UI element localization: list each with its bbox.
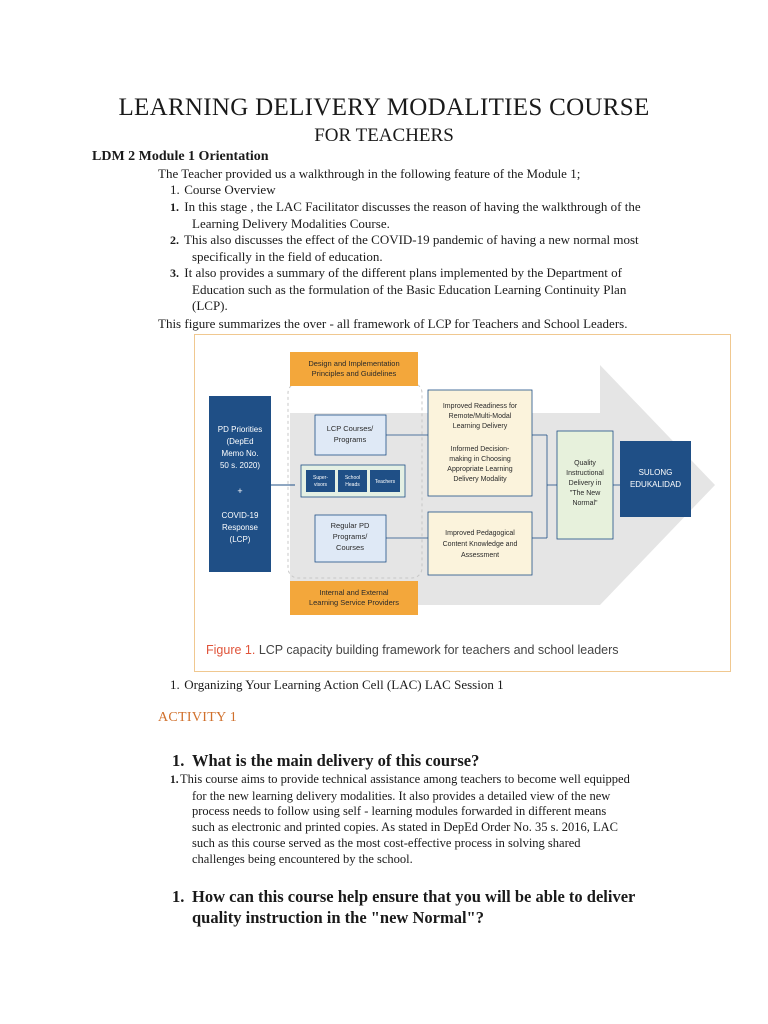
covid-response-label: COVID-19	[221, 511, 259, 520]
question-text: How can this course help ensure that you will be able to deliver	[192, 887, 636, 906]
pd-priorities-label: Memo No.	[221, 449, 259, 458]
figure-caption-text: LCP capacity building framework for teachers and school leaders	[258, 643, 619, 657]
sub-item-line: specifically in the field of education.	[192, 248, 383, 264]
outcome-label: Delivery Modality	[453, 476, 507, 483]
outline-number: 1.	[170, 182, 180, 197]
answer-line: such as this course served as the most cost-effective process in solving shared	[192, 835, 581, 850]
sub-item-number: 1.	[170, 200, 179, 214]
quality-label: "The New	[569, 490, 601, 497]
outline-item-organizing-lac	[170, 677, 504, 694]
outcome-label: Content Knowledge and	[442, 541, 518, 548]
school-heads-label: School	[344, 475, 361, 481]
outcome-label: Appropriate Learning	[447, 466, 513, 473]
pd-priorities-box	[209, 396, 271, 572]
school-heads-box	[338, 470, 367, 492]
figure	[194, 334, 731, 672]
outcome-label: Assessment	[460, 552, 500, 559]
answer-number: 1.	[170, 774, 179, 786]
figure-intro: This figure summarizes the over - all framework of LCP for Teachers and School Leaders.	[158, 316, 628, 331]
supervisors-label: Super-	[312, 475, 329, 481]
document-subtitle: FOR TEACHERS	[314, 125, 454, 146]
question-text: What is the main delivery of this course?	[192, 751, 480, 770]
sulong-label: SULONG	[638, 468, 673, 477]
question-number: 1.	[172, 887, 185, 906]
quality-label: Normal"	[572, 500, 598, 507]
service-providers-label: Internal and External	[319, 588, 389, 597]
supervisors-label: visors	[313, 482, 328, 488]
regular-pd-label: Courses	[336, 543, 364, 552]
answer-line: for the new learning delivery modalities. It also provides a detailed view of the new	[192, 788, 611, 803]
school-heads-label: Heads	[345, 482, 360, 488]
sub-item-number: 3.	[170, 266, 179, 280]
sub-item-2	[170, 232, 639, 265]
quality-label: Delivery in	[568, 480, 602, 487]
plus-sign: +	[237, 486, 243, 496]
sub-item-line: Learning Delivery Modalities Course.	[192, 215, 390, 231]
question-number: 1.	[172, 751, 185, 770]
sub-item-line: This also discusses the effect of the COVID-19 pandemic of having a new normal most	[184, 232, 639, 247]
outcome-label: making in Choosing	[449, 456, 511, 463]
lcp-courses-label: Programs	[333, 435, 367, 444]
regular-pd-label: Programs/	[332, 532, 368, 541]
outcome-label: Learning Delivery	[452, 423, 508, 430]
answer-line: challenges being encountered by the school.	[192, 851, 413, 866]
quality-label: Quality	[574, 460, 596, 467]
sub-item-line: (LCP).	[192, 298, 228, 313]
intro-paragraph: The Teacher provided us a walkthrough in the following feature of the Module 1;	[158, 166, 581, 181]
service-providers-label: Learning Service Providers	[308, 598, 400, 607]
question-text: quality instruction in the "new Normal"?	[192, 908, 484, 927]
answer-line: process needs to follow using self - learning modules forwarded in different means	[192, 804, 607, 819]
question-1	[172, 750, 479, 771]
outcome-label: Remote/Multi-Modal	[448, 413, 512, 420]
covid-response-label: (LCP)	[229, 535, 251, 544]
answer-line: This course aims to provide technical assistance among teachers to become well equipped	[180, 772, 630, 786]
design-principles-label: Principles and Guidelines	[311, 369, 397, 378]
outline-text: Course Overview	[184, 182, 276, 197]
sub-item-line: It also provides a summary of the different plans implemented by the Department of	[184, 265, 622, 280]
outcome-label: Improved Pedagogical	[445, 530, 515, 537]
design-principles-label: Design and Implementation	[308, 359, 400, 368]
pd-priorities-label: PD Priorities	[217, 425, 263, 434]
lcp-courses-label: LCP Courses/	[326, 424, 374, 433]
sub-item-number: 2.	[170, 233, 179, 247]
pd-priorities-label: (DepEd	[226, 437, 254, 446]
question-2	[172, 886, 635, 928]
sulong-edukalidad-box	[620, 441, 691, 517]
sub-item-line: In this stage , the LAC Facilitator discusses the reason of having the walkthrough of the	[184, 199, 641, 214]
answer-line: such as electronic and printed copies. As stated in DepEd Order No. 35 s. 2016, LAC	[192, 820, 618, 835]
outline-item-course-overview	[170, 182, 276, 199]
document-title: LEARNING DELIVERY MODALITIES COURSE	[118, 94, 650, 121]
covid-response-label: Response	[221, 523, 259, 532]
outcome-label: Informed Decision-	[450, 446, 510, 453]
sub-item-line: Education such as the formulation of the Basic Education Learning Continuity Plan	[192, 281, 627, 297]
quality-label: Instructional	[566, 470, 604, 477]
outline-number: 1.	[170, 677, 180, 692]
figure-caption-label: Figure 1.	[206, 643, 256, 657]
outline-text: Organizing Your Learning Action Cell (LAC) LAC Session 1	[184, 677, 504, 692]
supervisors-box	[306, 470, 335, 492]
regular-pd-label: Regular PD	[330, 521, 370, 530]
figure-caption	[206, 643, 619, 657]
pd-priorities-label: 50 s. 2020)	[219, 461, 261, 470]
answer-1	[170, 772, 690, 867]
sub-item-3	[170, 265, 626, 315]
sub-item-1	[170, 199, 641, 232]
outcome-label: Improved Readiness for	[442, 403, 518, 410]
teachers-label: Teachers	[374, 479, 396, 485]
activity-label: ACTIVITY 1	[158, 710, 238, 725]
section-heading: LDM 2 Module 1 Orientation	[92, 149, 269, 164]
sulong-label: EDUKALIDAD	[629, 480, 682, 489]
framework-diagram	[195, 335, 732, 673]
